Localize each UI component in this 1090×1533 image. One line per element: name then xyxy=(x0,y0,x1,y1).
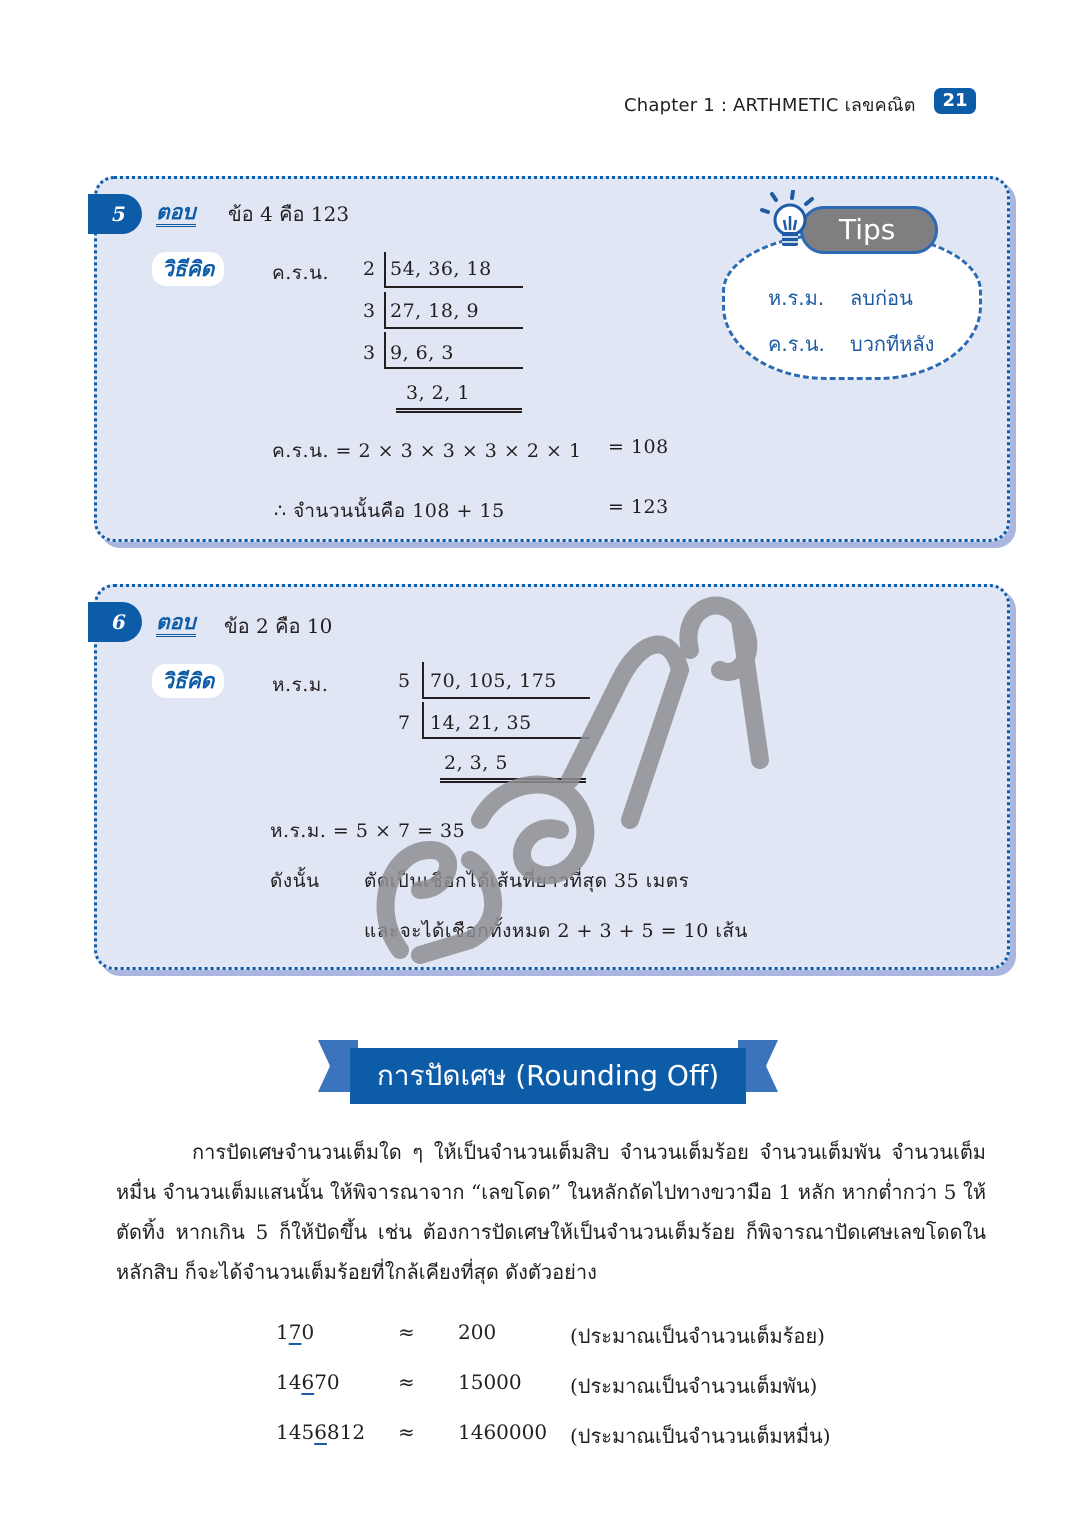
section-title: การปัดเศษ (Rounding Off) xyxy=(350,1048,746,1104)
rounded-value: 1460000 xyxy=(458,1420,548,1444)
rounding-digit: 6 xyxy=(301,1370,315,1394)
division-bar xyxy=(422,662,424,698)
dividend-row: 70, 105, 175 xyxy=(430,670,557,692)
therefore-result: = 123 xyxy=(608,496,669,518)
dividend-row: 14, 21, 35 xyxy=(430,712,532,734)
division-line xyxy=(422,737,590,739)
chapter-title: Chapter 1 : ARTHMETIC เลขคณิต xyxy=(624,95,916,116)
rounding-digit: 7 xyxy=(288,1320,302,1344)
division-line xyxy=(422,697,590,699)
number-prefix: 145 xyxy=(276,1420,315,1444)
lcm-result: = 108 xyxy=(608,436,669,458)
section-paragraph xyxy=(116,1132,986,1292)
lightbulb-icon xyxy=(760,190,824,254)
section-banner xyxy=(318,1038,778,1110)
method-label: วิธีคิด xyxy=(152,252,224,286)
rounding-digit: 6 xyxy=(314,1420,327,1444)
lcm-equation: ค.ร.น. = 2 × 3 × 3 × 3 × 2 × 1 xyxy=(272,440,582,462)
divisor: 2 xyxy=(363,258,376,280)
number-prefix: 14 xyxy=(276,1370,302,1394)
division-line xyxy=(384,367,523,369)
page-number-badge: 21 xyxy=(934,88,976,114)
dividend-row: 27, 18, 9 xyxy=(390,300,480,322)
number-suffix: 70 xyxy=(314,1370,340,1394)
division-line xyxy=(384,286,523,288)
dividend-row: 9, 6, 3 xyxy=(390,342,454,364)
rounded-value: 15000 xyxy=(458,1370,522,1394)
operation-lcm: ค.ร.น. xyxy=(272,262,330,284)
example-number xyxy=(276,1370,340,1394)
number-suffix: 0 xyxy=(301,1320,315,1344)
double-underline xyxy=(440,778,586,783)
division-bar xyxy=(422,702,424,738)
answer-label: ตอบ xyxy=(156,200,196,227)
division-bar xyxy=(384,252,386,288)
division-bar xyxy=(384,332,386,368)
gcd-equation: ห.ร.ม. = 5 × 7 = 35 xyxy=(270,820,466,842)
conclusion-prefix: ดังนั้น xyxy=(270,870,320,892)
double-underline xyxy=(396,408,522,413)
rounded-value: 200 xyxy=(458,1320,497,1344)
question-number-tab: 5 xyxy=(88,194,142,234)
dividend-row: 54, 36, 18 xyxy=(390,258,492,280)
tips-title: Tips xyxy=(800,206,938,254)
quotient-row: 3, 2, 1 xyxy=(406,382,470,404)
number-prefix: 1 xyxy=(276,1320,289,1344)
rounding-note: (ประมาณเป็นจำนวนเต็มหมื่น) xyxy=(570,1424,831,1448)
answer-text: ข้อ 4 คือ 123 xyxy=(228,202,350,226)
approx-symbol: ≈ xyxy=(398,1320,415,1344)
example-number xyxy=(276,1420,365,1444)
approx-symbol: ≈ xyxy=(398,1370,415,1394)
divisor: 7 xyxy=(398,712,411,734)
method-label: วิธีคิด xyxy=(152,664,224,698)
rounding-note: (ประมาณเป็นจำนวนเต็มพัน) xyxy=(570,1374,818,1398)
tips-term: ค.ร.น. xyxy=(768,332,825,356)
tips-term: ห.ร.ม. xyxy=(768,286,825,310)
tips-desc: ลบก่อน xyxy=(850,286,913,310)
division-line xyxy=(384,327,523,329)
answer-label: ตอบ xyxy=(156,610,196,637)
example-number xyxy=(276,1320,314,1344)
answer-card-6 xyxy=(94,584,1010,970)
division-bar xyxy=(384,292,386,328)
divisor: 5 xyxy=(398,670,411,692)
paragraph-text: การปัดเศษจำนวนเต็มใด ๆ ให้เป็นจำนวนเต็มสิบ จำนวนเต็มร้อย จำนวนเต็มพัน จำนวนเต็มหมื่น จำนวนเต็มแสนนั้น ให้พิจารณาจาก “เลขโดด” ในหลักถัดไปทางขวามือ 1 หลัก หากต่ำกว่า 5 ให้ตัดทิ้ง หากเกิน 5 ก็ให้ปัดขึ้น เช่น ต้องการปัดเศษให้เป็นจำนวนเต็มร้อย ก็พิจารณาปัดเศษเลขโดดในหลักสิบ ก็จะได้จำนวนเต็มร้อยที่ใกล้เคียงที่สุด ดังตัวอย่าง xyxy=(116,1140,986,1284)
rounding-note: (ประมาณเป็นจำนวนเต็มร้อย) xyxy=(570,1324,825,1348)
conclusion-line: ตัดเป็นเชือกได้เส้นที่ยาวที่สุด 35 เมตร xyxy=(364,870,690,892)
divisor: 3 xyxy=(363,342,376,364)
page-header xyxy=(600,86,980,118)
operation-gcd: ห.ร.ม. xyxy=(272,674,329,696)
therefore-equation: ∴ จำนวนนั้นคือ 108 + 15 xyxy=(274,500,505,522)
answer-text: ข้อ 2 คือ 10 xyxy=(224,614,333,638)
approx-symbol: ≈ xyxy=(398,1420,415,1444)
conclusion-line: และจะได้เชือกทั้งหมด 2 + 3 + 5 = 10 เส้น xyxy=(364,920,748,942)
quotient-row: 2, 3, 5 xyxy=(444,752,508,774)
number-suffix: 812 xyxy=(326,1420,366,1444)
tips-desc: บวกทีหลัง xyxy=(850,332,935,356)
divisor: 3 xyxy=(363,300,376,322)
question-number-tab: 6 xyxy=(88,602,142,642)
